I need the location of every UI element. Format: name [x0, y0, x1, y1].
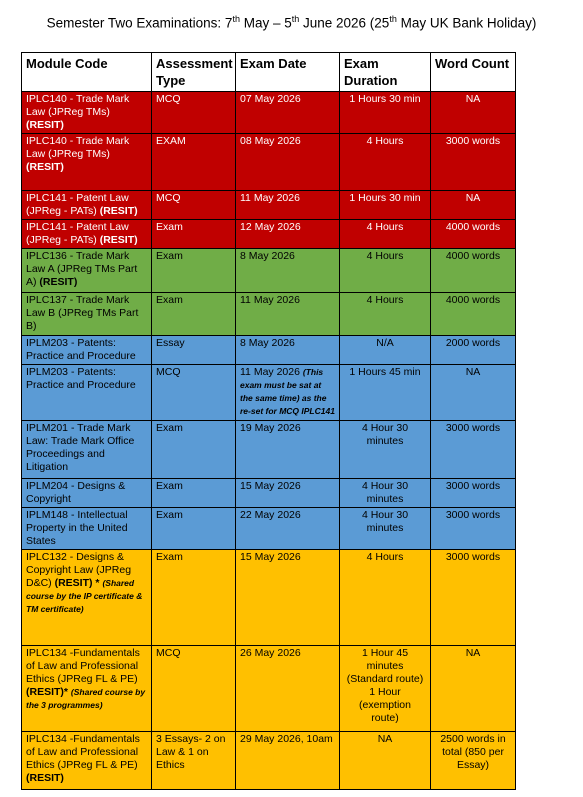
- cell-module-code: [22, 336, 152, 365]
- cell-module-code: [22, 646, 152, 732]
- cell-exam-duration: 4 Hour 30 minutes: [340, 479, 431, 508]
- cell-assessment-type: MCQ: [152, 646, 236, 732]
- cell-assessment-type: Exam: [152, 479, 236, 508]
- module-name: IPLC134 -Fundamentals of Law and Professional Ethics (JPReg FL & PE): [26, 733, 140, 771]
- cell-exam-duration: 1 Hour 45 minutes (Standard route) 1 Hour (exemption route): [340, 646, 431, 732]
- module-name: IPLC136 - Trade Mark Law A (JPReg TMs Part A): [26, 250, 138, 288]
- resit-flag: (RESIT): [26, 119, 64, 131]
- header-module-code: Module Code: [22, 53, 152, 92]
- header-exam-date: Exam Date: [236, 53, 340, 92]
- table-row: [22, 365, 516, 421]
- module-name: IPLC140 - Trade Mark Law (JPReg TMs): [26, 93, 130, 118]
- cell-word-count: 3000 words: [431, 479, 516, 508]
- module-name: IPLM148 - Intellectual Property in the United States: [26, 509, 128, 547]
- table-row: [22, 249, 516, 293]
- header-assessment-type: Assessment Type: [152, 53, 236, 92]
- cell-exam-date: [236, 92, 340, 134]
- table-row: [22, 336, 516, 365]
- cell-assessment-type: MCQ: [152, 365, 236, 421]
- cell-exam-date: [236, 249, 340, 293]
- cell-module-code: [22, 479, 152, 508]
- exam-date: 12 May 2026: [240, 221, 301, 233]
- exam-date: 15 May 2026: [240, 551, 301, 563]
- module-name: IPLC140 - Trade Mark Law (JPReg TMs): [26, 135, 130, 160]
- module-name: IPLM203 - Patents: Practice and Procedure: [26, 337, 136, 362]
- cell-word-count: 2500 words in total (850 per Essay): [431, 732, 516, 790]
- cell-module-code: [22, 732, 152, 790]
- table-row: [22, 92, 516, 134]
- cell-module-code: [22, 508, 152, 550]
- cell-exam-date: [236, 134, 340, 191]
- cell-exam-date: [236, 421, 340, 479]
- resit-flag: (RESIT): [39, 276, 78, 288]
- cell-assessment-type: MCQ: [152, 92, 236, 134]
- cell-word-count: 3000 words: [431, 550, 516, 646]
- cell-word-count: NA: [431, 365, 516, 421]
- module-name: IPLC132 - Designs & Copyright Law (JPReg D&C): [26, 551, 132, 589]
- exam-date: 11 May 2026: [240, 192, 300, 204]
- module-name: IPLC141 - Patent Law (JPReg - PATs): [26, 192, 129, 217]
- module-name: IPLC137 - Trade Mark Law B (JPReg TMs Part B): [26, 294, 139, 332]
- resit-flag: (RESIT)*: [26, 686, 68, 698]
- table-row: [22, 732, 516, 790]
- resit-flag: (RESIT): [99, 234, 138, 246]
- cell-module-code: [22, 191, 152, 220]
- cell-word-count: NA: [431, 92, 516, 134]
- cell-assessment-type: 3 Essays- 2 on Law & 1 on Ethics: [152, 732, 236, 790]
- cell-word-count: 3000 words: [431, 134, 516, 191]
- exam-date: 26 May 2026: [240, 647, 301, 659]
- header-row: [22, 53, 516, 92]
- shared-course-note: (Shared course by the 3 programmes): [26, 687, 146, 710]
- header-word-count: Word Count: [431, 53, 516, 92]
- table-row: [22, 421, 516, 479]
- cell-word-count: NA: [431, 191, 516, 220]
- table-body: [22, 92, 516, 790]
- exam-date-note: (This exam must be sat at the same time) as the re-set for MCQ IPLC141: [240, 367, 335, 416]
- exam-date: 8 May 2026: [240, 337, 295, 349]
- cell-assessment-type: Essay: [152, 336, 236, 365]
- cell-module-code: [22, 220, 152, 249]
- cell-exam-duration: 4 Hours: [340, 249, 431, 293]
- cell-word-count: 2000 words: [431, 336, 516, 365]
- cell-exam-date: [236, 220, 340, 249]
- table-row: [22, 646, 516, 732]
- exam-date: 11 May 2026: [240, 294, 300, 306]
- cell-assessment-type: Exam: [152, 508, 236, 550]
- table-row: [22, 220, 516, 249]
- cell-assessment-type: Exam: [152, 293, 236, 336]
- exam-date: 11 May 2026: [240, 366, 300, 378]
- cell-word-count: 4000 words: [431, 249, 516, 293]
- exam-date: 15 May 2026: [240, 480, 301, 492]
- cell-word-count: NA: [431, 646, 516, 732]
- cell-assessment-type: Exam: [152, 421, 236, 479]
- module-name: IPLM203 - Patents: Practice and Procedure: [26, 366, 136, 391]
- cell-module-code: [22, 421, 152, 479]
- exam-date: 29 May 2026, 10am: [240, 733, 333, 745]
- cell-exam-duration: 4 Hours: [340, 293, 431, 336]
- cell-exam-duration: N/A: [340, 336, 431, 365]
- cell-exam-date: [236, 336, 340, 365]
- cell-module-code: [22, 249, 152, 293]
- cell-exam-date: [236, 293, 340, 336]
- table-row: [22, 550, 516, 646]
- cell-assessment-type: Exam: [152, 249, 236, 293]
- exam-date: 19 May 2026: [240, 422, 301, 434]
- cell-assessment-type: Exam: [152, 220, 236, 249]
- cell-module-code: [22, 365, 152, 421]
- table-row: [22, 293, 516, 336]
- cell-exam-duration: 1 Hours 45 min: [340, 365, 431, 421]
- cell-exam-date: [236, 732, 340, 790]
- cell-word-count: 3000 words: [431, 421, 516, 479]
- cell-exam-date: [236, 191, 340, 220]
- header-exam-duration: Exam Duration: [340, 53, 431, 92]
- table-row: [22, 134, 516, 191]
- cell-exam-date: [236, 550, 340, 646]
- exam-date: 22 May 2026: [240, 509, 301, 521]
- resit-flag: (RESIT) *: [54, 577, 100, 589]
- cell-exam-duration: 4 Hour 30 minutes: [340, 508, 431, 550]
- module-name: IPLC134 -Fundamentals of Law and Professional Ethics (JPReg FL & PE): [26, 647, 140, 685]
- cell-exam-date: [236, 508, 340, 550]
- cell-assessment-type: EXAM: [152, 134, 236, 191]
- exam-date: 07 May 2026: [240, 93, 301, 105]
- cell-exam-date: [236, 479, 340, 508]
- module-name: IPLM204 - Designs & Copyright: [26, 480, 126, 505]
- table-row: [22, 479, 516, 508]
- cell-module-code: [22, 92, 152, 134]
- table-row: [22, 191, 516, 220]
- exam-date: 8 May 2026: [240, 250, 295, 262]
- cell-exam-duration: 1 Hours 30 min: [340, 92, 431, 134]
- cell-assessment-type: Exam: [152, 550, 236, 646]
- cell-module-code: [22, 134, 152, 191]
- cell-module-code: [22, 293, 152, 336]
- resit-flag: (RESIT): [99, 205, 138, 217]
- page-title: Semester Two Examinations: 7th May – 5th June 2026 (25th May UK Bank Holiday): [46, 14, 537, 31]
- resit-flag: (RESIT): [26, 772, 64, 784]
- cell-word-count: 4000 words: [431, 293, 516, 336]
- cell-exam-duration: NA: [340, 732, 431, 790]
- cell-module-code: [22, 550, 152, 646]
- cell-exam-date: [236, 646, 340, 732]
- cell-exam-duration: 4 Hours: [340, 220, 431, 249]
- exam-date: 08 May 2026: [240, 135, 301, 147]
- module-name: IPLM201 - Trade Mark Law: Trade Mark Office Proceedings and Litigation: [26, 422, 135, 473]
- cell-exam-duration: 4 Hour 30 minutes: [340, 421, 431, 479]
- shared-course-note: (Shared course by the IP certificate & TM certificate): [26, 578, 143, 614]
- exam-timetable: [21, 52, 516, 790]
- cell-exam-duration: 4 Hours: [340, 134, 431, 191]
- cell-assessment-type: MCQ: [152, 191, 236, 220]
- cell-word-count: 3000 words: [431, 508, 516, 550]
- cell-exam-duration: 1 Hours 30 min: [340, 191, 431, 220]
- cell-exam-duration: 4 Hours: [340, 550, 431, 646]
- module-name: IPLC141 - Patent Law (JPReg - PATs): [26, 221, 129, 246]
- table-row: [22, 508, 516, 550]
- resit-flag: (RESIT): [26, 161, 64, 173]
- cell-exam-date: [236, 365, 340, 421]
- cell-word-count: 4000 words: [431, 220, 516, 249]
